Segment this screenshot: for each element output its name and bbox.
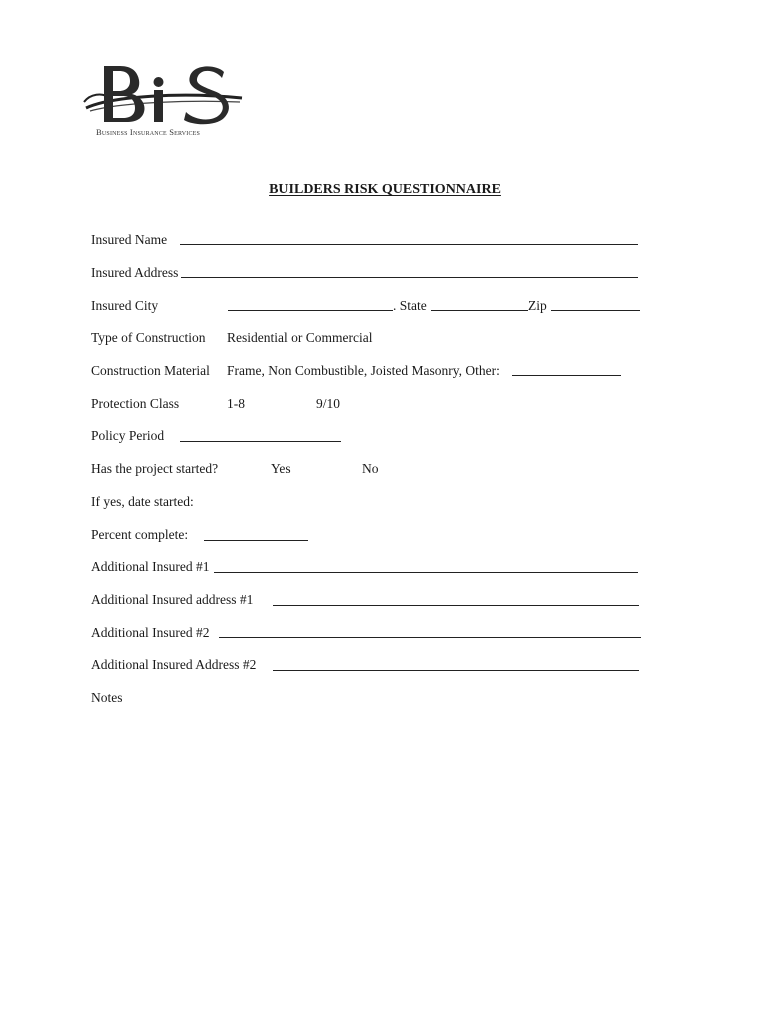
insured-address-label: Insured Address <box>91 265 179 280</box>
project-started-label: Has the project started? <box>91 461 219 476</box>
additional-insured-1-label: Additional Insured #1 <box>91 559 210 574</box>
additional-insured-2-field[interactable] <box>219 637 641 638</box>
construction-type-label: Type of Construction <box>91 330 206 345</box>
insured-city-field[interactable] <box>228 310 393 311</box>
insured-name-field[interactable] <box>180 244 638 245</box>
percent-complete-field[interactable] <box>204 540 308 541</box>
logo-tagline: Business Insurance Services <box>96 127 201 137</box>
additional-insured-address-2-field[interactable] <box>273 670 639 671</box>
state-label: . State <box>393 298 427 313</box>
insured-address-field[interactable] <box>181 277 638 278</box>
construction-material-options[interactable]: Frame, Non Combustible, Joisted Masonry, Other: <box>227 363 500 378</box>
date-started-label: If yes, date started: <box>91 494 194 509</box>
additional-insured-2-label: Additional Insured #2 <box>91 625 210 640</box>
zip-field[interactable] <box>551 310 640 311</box>
project-started-no[interactable]: No <box>362 461 379 476</box>
policy-period-field[interactable] <box>180 441 341 442</box>
notes-area[interactable] <box>91 712 639 972</box>
construction-material-label: Construction Material <box>91 363 210 378</box>
protection-class-option-9-10[interactable]: 9/10 <box>316 396 341 411</box>
protection-class-label: Protection Class <box>91 396 180 411</box>
additional-insured-address-1-field[interactable] <box>273 605 639 606</box>
protection-class-option-1-8[interactable]: 1-8 <box>227 396 245 411</box>
state-field[interactable] <box>431 310 528 311</box>
form-title: BUILDERS RISK QUESTIONNAIRE <box>269 182 501 197</box>
insured-name-label: Insured Name <box>91 232 168 247</box>
notes-label: Notes <box>91 690 123 705</box>
insured-city-label: Insured City <box>91 298 159 313</box>
additional-insured-1-field[interactable] <box>214 572 638 573</box>
project-started-yes[interactable]: Yes <box>271 461 291 476</box>
percent-complete-label: Percent complete: <box>91 527 189 542</box>
additional-insured-address-2-label: Additional Insured Address #2 <box>91 657 257 672</box>
construction-material-other-field[interactable] <box>512 375 621 376</box>
additional-insured-address-1-label: Additional Insured address #1 <box>91 592 254 607</box>
policy-period-label: Policy Period <box>91 428 165 443</box>
construction-type-options[interactable]: Residential or Commercial <box>227 330 373 345</box>
zip-label: Zip <box>528 298 547 313</box>
